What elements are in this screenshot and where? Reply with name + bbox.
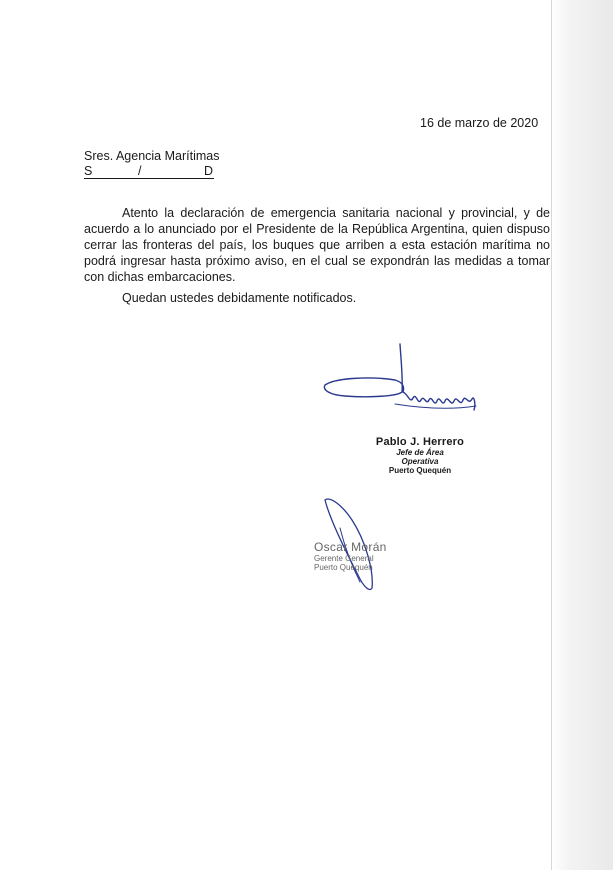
stamp-title: Operativa	[401, 457, 439, 466]
stamp-name: Oscar Morán	[314, 540, 387, 554]
sd-d: D	[204, 164, 214, 178]
letter-date: 16 de marzo de 2020	[420, 116, 539, 130]
page-edge-shadow	[551, 0, 613, 870]
sd-slash: /	[138, 164, 142, 178]
sd-s: S	[84, 164, 93, 178]
salutation-sd	[84, 164, 214, 179]
letter-body	[84, 205, 550, 285]
stamp-name: Pablo J. Herrero	[375, 436, 465, 448]
stamp-herrero	[370, 436, 470, 476]
closing-line: Quedan ustedes debidamente notificados.	[122, 291, 357, 305]
recipient-line: Sres. Agencia Marítimas	[84, 149, 220, 163]
stamp-title: Jefe de Área	[396, 448, 444, 457]
page-edge-line	[551, 0, 552, 870]
body-paragraph: Atento la declaración de emergencia sanitaria nacional y provincial, y de acuerdo a lo anunciado por el Presidente de la República Argentina, quien dispuso cerrar las fronteras del país, los buques que arriben a esta estación marítima no podrá ingresar hasta próximo aviso, en el cual se expondrán las medidas a tomar con dichas embarcaciones.	[84, 206, 550, 284]
stamp-title: Gerente General	[314, 554, 374, 563]
stamp-place: Puerto Quequén	[314, 563, 373, 572]
stamp-moran	[314, 540, 387, 572]
stamp-place: Puerto Quequén	[388, 466, 452, 475]
